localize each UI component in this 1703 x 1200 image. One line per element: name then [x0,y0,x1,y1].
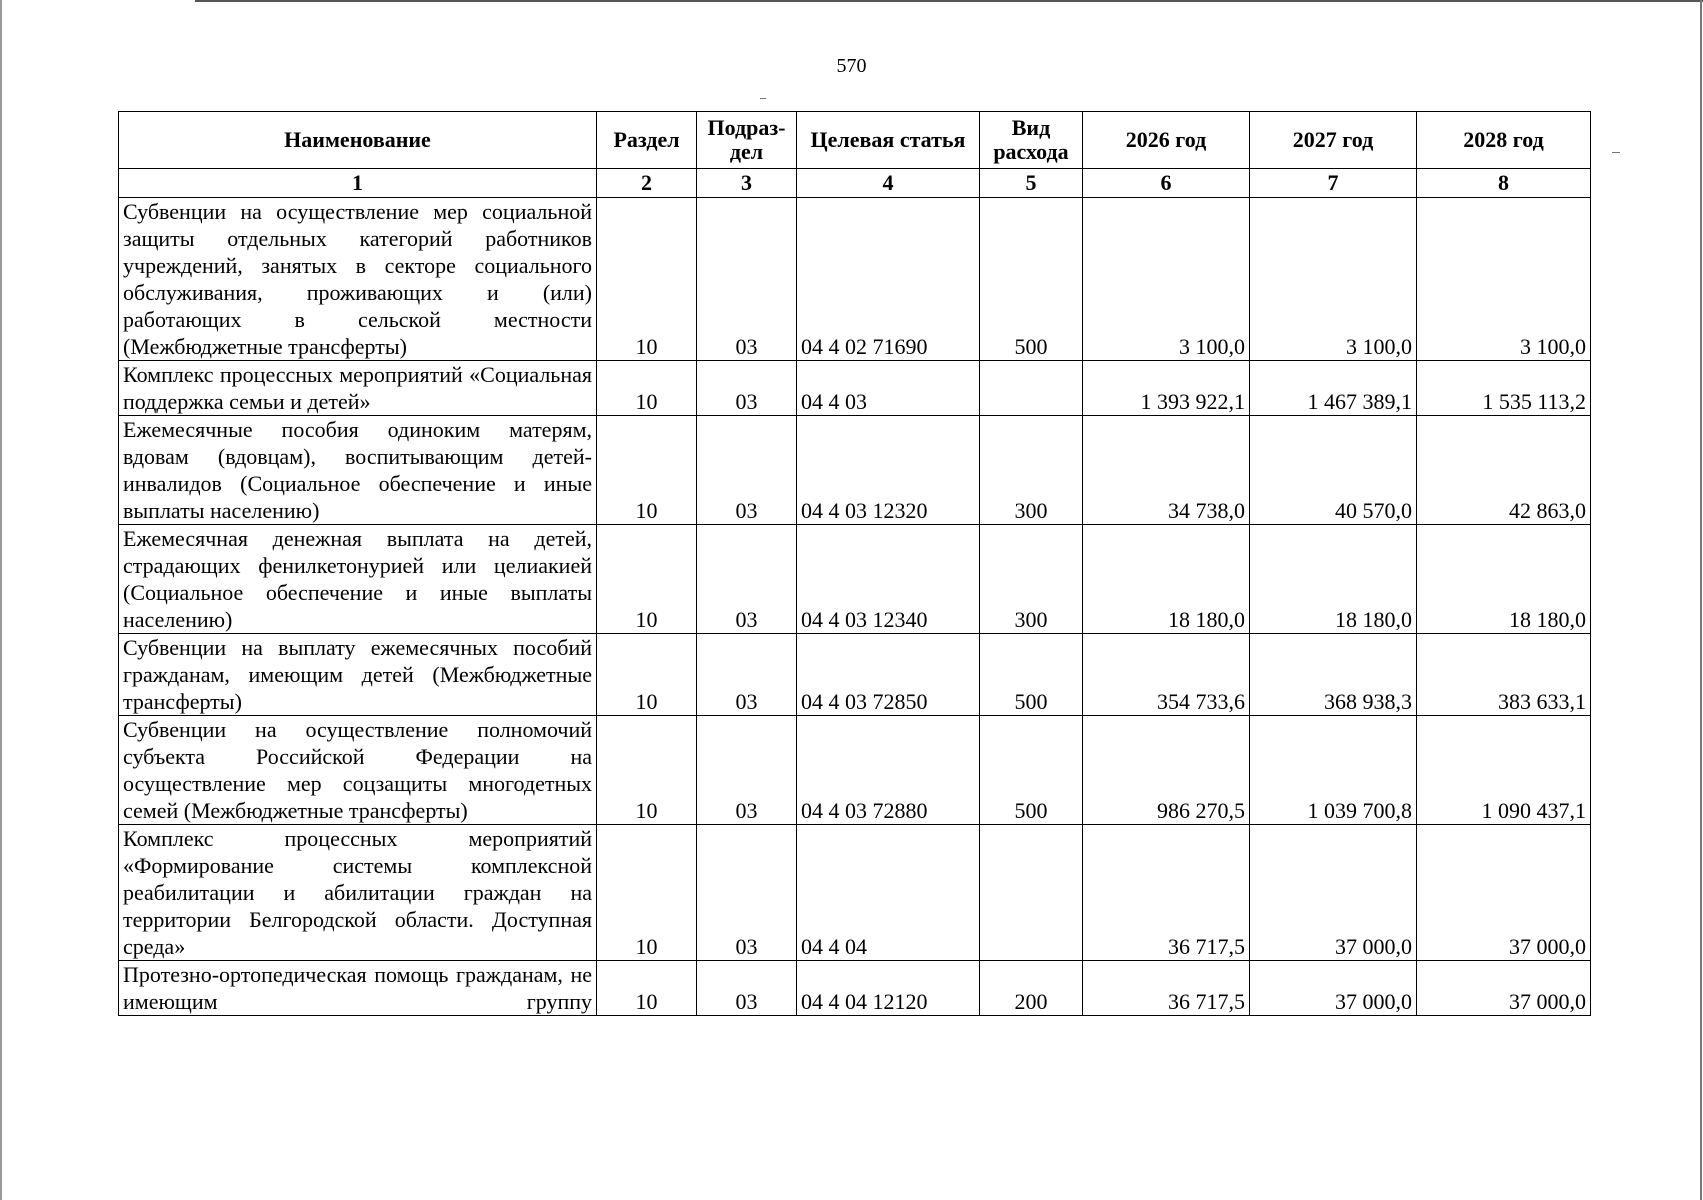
row-expense-type: 500 [980,198,1083,361]
row-subsection: 03 [697,361,797,416]
page-number: 570 [836,55,867,77]
row-expense-type [980,361,1083,416]
row-amount-2027: 40 570,0 [1250,416,1417,525]
row-amount-2026: 36 717,5 [1083,825,1250,961]
table-row [119,961,1591,1016]
row-name: Субвенции на осуществление полномочий субъекта Российской Федерации на осуществление мер соцзащиты многодетных семей (Межбюджетные трансферты) [119,716,597,825]
row-amount-2027: 18 180,0 [1250,525,1417,634]
col-number: 7 [1250,169,1417,198]
row-amount-2028: 18 180,0 [1417,525,1591,634]
row-name: Комплекс процессных мероприятий «Формирование системы комплексной реабилитации и абилитации граждан на территории Белгородской области. Доступная среда» [119,825,597,961]
col-header-name: Наименование [119,112,597,169]
header-row [119,112,1591,169]
row-target-article: 04 4 03 12320 [797,416,980,525]
col-number: 1 [119,169,597,198]
col-header-2028: 2028 год [1417,112,1591,169]
row-expense-type: 500 [980,634,1083,716]
row-section: 10 [597,198,697,361]
right-scan-edge [1700,0,1702,1200]
row-section: 10 [597,361,697,416]
row-subsection: 03 [697,825,797,961]
row-section: 10 [597,634,697,716]
table-row [119,416,1591,525]
row-section: 10 [597,416,697,525]
row-target-article: 04 4 04 [797,825,980,961]
row-name: Субвенции на выплату ежемесячных пособий гражданам, имеющим детей (Межбюджетные трансферты) [119,634,597,716]
col-number: 2 [597,169,697,198]
row-subsection: 03 [697,416,797,525]
col-number: 5 [980,169,1083,198]
row-section: 10 [597,961,697,1016]
row-expense-type: 500 [980,716,1083,825]
row-amount-2027: 368 938,3 [1250,634,1417,716]
row-amount-2026: 34 738,0 [1083,416,1250,525]
row-subsection: 03 [697,525,797,634]
row-amount-2028: 383 633,1 [1417,634,1591,716]
row-target-article: 04 4 03 72880 [797,716,980,825]
col-header-expense-type: Вид расхода [980,112,1083,169]
row-amount-2026: 18 180,0 [1083,525,1250,634]
row-expense-type [980,825,1083,961]
row-amount-2028: 37 000,0 [1417,825,1591,961]
row-amount-2027: 37 000,0 [1250,961,1417,1016]
col-header-target-article: Целевая статья [797,112,980,169]
left-scan-edge [0,0,2,1200]
column-number-row [119,169,1591,198]
row-amount-2026: 986 270,5 [1083,716,1250,825]
row-section: 10 [597,825,697,961]
row-subsection: 03 [697,716,797,825]
col-number: 8 [1417,169,1591,198]
col-header-subsection: Подраз-дел [697,112,797,169]
row-name: Ежемесячная денежная выплата на детей, страдающих фенилкетонурией или целиакией (Социальное обеспечение и иные выплаты населению) [119,525,597,634]
row-amount-2026: 354 733,6 [1083,634,1250,716]
row-amount-2026: 3 100,0 [1083,198,1250,361]
row-target-article: 04 4 03 [797,361,980,416]
row-expense-type: 300 [980,416,1083,525]
row-section: 10 [597,525,697,634]
row-name: Субвенции на осуществление мер социальной защиты отдельных категорий работников учреждений, занятых в секторе социального обслуживания, проживающих и (или) работающих в сельской местности (Межбюджетные трансферты) [119,198,597,361]
col-header-section: Раздел [597,112,697,169]
row-expense-type: 300 [980,525,1083,634]
row-amount-2026: 1 393 922,1 [1083,361,1250,416]
row-name: Протезно-ортопедическая помощь гражданам, не имеющим группу [119,961,597,1016]
row-subsection: 03 [697,961,797,1016]
row-section: 10 [597,716,697,825]
row-amount-2027: 3 100,0 [1250,198,1417,361]
table-row [119,525,1591,634]
row-subsection: 03 [697,198,797,361]
scan-speck [760,98,766,99]
row-target-article: 04 4 02 71690 [797,198,980,361]
table-row [119,198,1591,361]
row-name: Ежемесячные пособия одиноким матерям, вдовам (вдовцам), воспитывающим детей-инвалидов (Социальное обеспечение и иные выплаты населению) [119,416,597,525]
col-header-2027: 2027 год [1250,112,1417,169]
row-subsection: 03 [697,634,797,716]
col-number: 4 [797,169,980,198]
table-row [119,716,1591,825]
row-amount-2026: 36 717,5 [1083,961,1250,1016]
row-amount-2028: 1 535 113,2 [1417,361,1591,416]
budget-table [118,111,1591,1016]
row-amount-2028: 1 090 437,1 [1417,716,1591,825]
row-amount-2028: 37 000,0 [1417,961,1591,1016]
row-target-article: 04 4 04 12120 [797,961,980,1016]
table-row [119,361,1591,416]
table-row [119,825,1591,961]
row-amount-2027: 1 039 700,8 [1250,716,1417,825]
scan-speck [1612,152,1620,153]
col-number: 3 [697,169,797,198]
col-number: 6 [1083,169,1250,198]
col-header-2026: 2026 год [1083,112,1250,169]
top-border-rule [195,0,1703,2]
row-amount-2027: 37 000,0 [1250,825,1417,961]
row-amount-2028: 42 863,0 [1417,416,1591,525]
row-name: Комплекс процессных мероприятий «Социальная поддержка семьи и детей» [119,361,597,416]
table-row [119,634,1591,716]
row-expense-type: 200 [980,961,1083,1016]
row-amount-2027: 1 467 389,1 [1250,361,1417,416]
row-target-article: 04 4 03 12340 [797,525,980,634]
row-target-article: 04 4 03 72850 [797,634,980,716]
row-amount-2028: 3 100,0 [1417,198,1591,361]
